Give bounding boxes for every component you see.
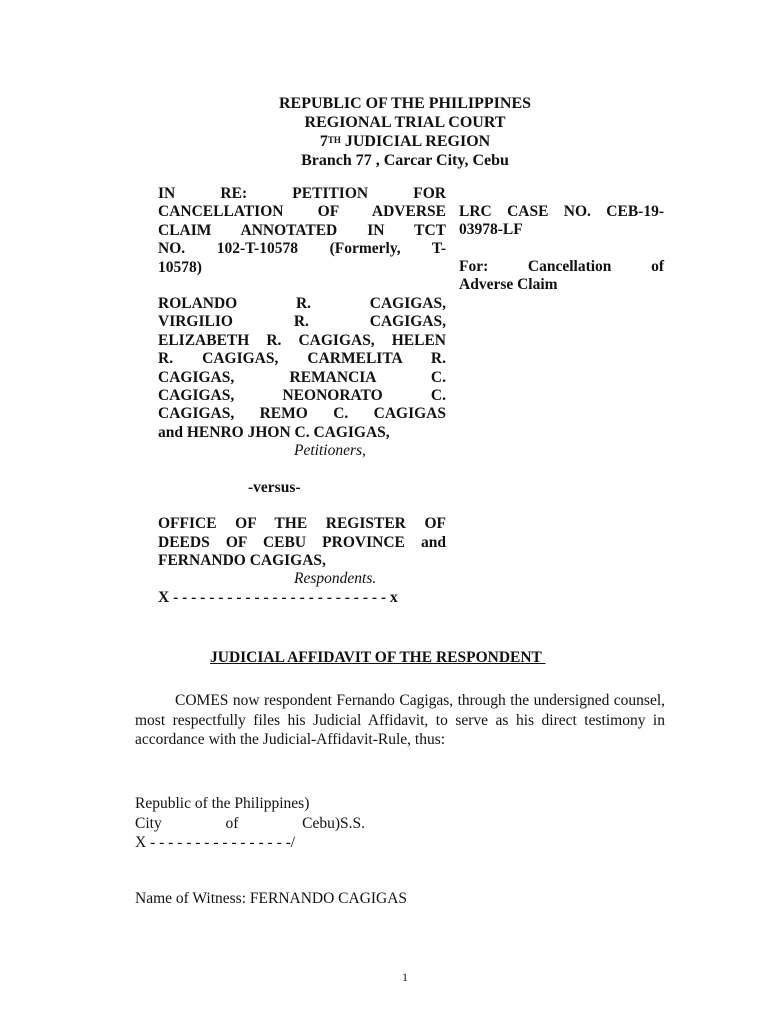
respondent-name-line: OFFICE OF THE REGISTER OF: [158, 515, 446, 533]
respondent-name-line: DEEDS OF CEBU PROVINCE and: [158, 533, 446, 551]
versus-label: -versus-: [248, 478, 301, 496]
caption-separator: X - - - - - - - - - - - - - - - - - - - - - - - - x: [158, 588, 398, 606]
petitioner-name-line: CAGIGAS, REMANCIA C.: [158, 368, 446, 386]
jurat-city: City of Cebu)S.S.: [135, 814, 365, 832]
petitioner-name-line: CAGIGAS, NEONORATO C.: [158, 387, 446, 405]
affidavit-title: JUDICIAL AFFIDAVIT OF THE RESPONDENT: [210, 649, 546, 666]
jurat-block: [135, 794, 365, 853]
respondent-name-line: FERNANDO CAGIGAS,: [158, 551, 326, 569]
petitioners-role: Petitioners,: [294, 442, 366, 460]
header-republic: REPUBLIC OF THE PHILIPPINES: [278, 95, 532, 112]
caption-in-re-line: 10578): [158, 258, 202, 276]
petitioner-name-line: CAGIGAS, REMO C. CAGIGAS: [158, 405, 446, 423]
page-number: 1: [402, 970, 408, 984]
petitioner-name-line: R. CAGIGAS, CARMELITA R.: [158, 350, 446, 368]
caption-in-re-line: CLAIM ANNOTATED IN TCT: [158, 221, 446, 239]
caption-in-re-line: CANCELLATION OF ADVERSE: [158, 203, 446, 221]
header-branch: Branch 77 , Carcar City, Cebu: [301, 152, 509, 169]
header-region: [0, 132, 768, 151]
petitioner-name-line: and HENRO JHON C. CAGIGAS,: [158, 423, 390, 441]
region-number: 7: [319, 133, 328, 150]
petitioner-name-line: VIRGILIO R. CAGIGAS,: [158, 313, 446, 331]
region-label: JUDICIAL REGION: [340, 133, 491, 150]
respondents-role: Respondents.: [294, 570, 377, 588]
caption-in-re-line: NO. 102-T-10578 (Formerly, T-: [158, 240, 446, 258]
court-header: [0, 94, 768, 170]
caption-in-re-line: IN RE: PETITION FOR: [158, 185, 446, 202]
case-number-line: 03978-LF: [459, 221, 523, 239]
intro-paragraph: COMES now respondent Fernando Cagigas, through the undersigned counsel, most respectfully files his Judicial Affidavit, to serve as his direct testimony in accordance with the Judicial-Affidavit-Rule, thus:: [135, 692, 665, 748]
case-number-line: LRC CASE NO. CEB-19-: [459, 203, 664, 220]
region-ordinal: TH: [327, 135, 341, 145]
case-caption: [158, 185, 446, 607]
jurat-separator: X - - - - - - - - - - - - - - - -/: [135, 834, 296, 851]
case-for-line: Adverse Claim: [459, 276, 558, 294]
case-for-line: For: Cancellation of: [459, 257, 664, 275]
petitioner-name-line: ROLANDO R. CAGIGAS,: [158, 295, 446, 313]
petitioner-name-line: ELIZABETH R. CAGIGAS, HELEN: [158, 331, 446, 349]
jurat-republic: Republic of the Philippines): [135, 795, 310, 812]
witness-name: Name of Witness: FERNANDO CAGIGAS: [135, 890, 408, 907]
header-court: REGIONAL TRIAL COURT: [304, 114, 506, 131]
case-info: [459, 203, 664, 295]
